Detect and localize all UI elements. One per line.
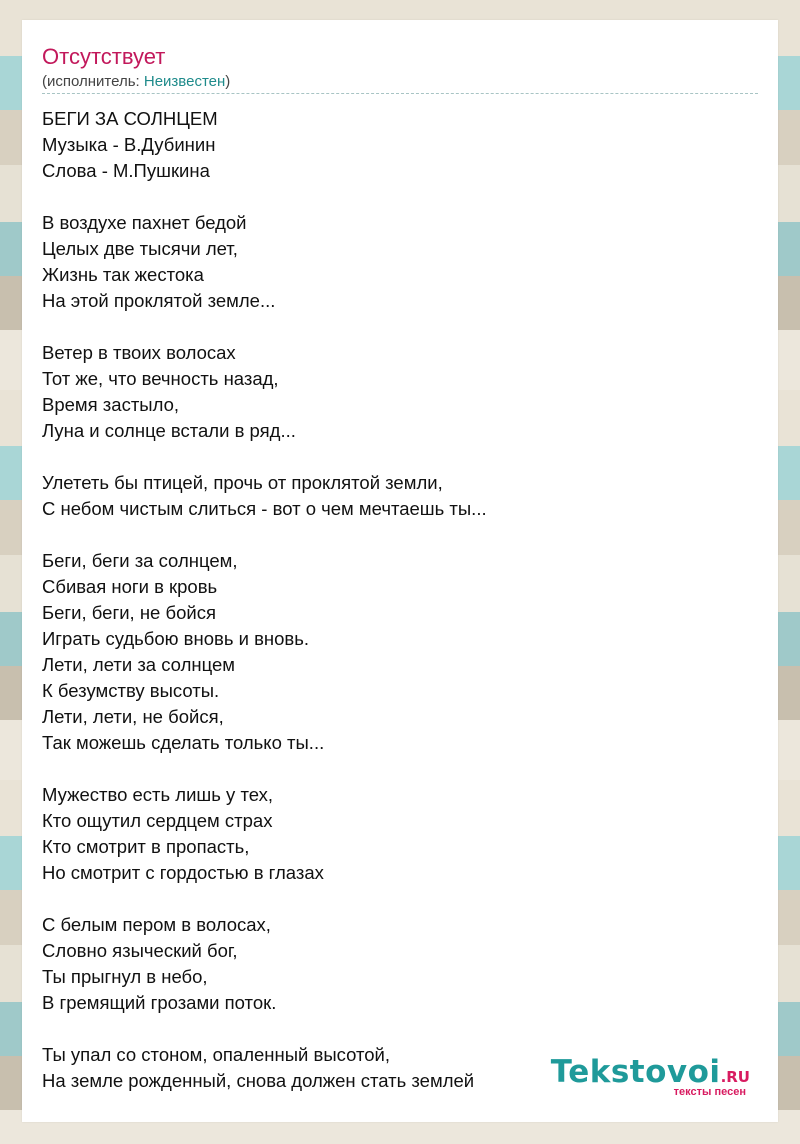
lyric-line: Мужество есть лишь у тех,: [42, 784, 273, 805]
lyric-line: Время застыло,: [42, 394, 180, 415]
lyric-line: Лети, лети, не бойся,: [42, 706, 224, 727]
lyrics-text: [42, 106, 742, 1094]
artist-prefix: (исполнитель:: [42, 73, 144, 90]
lyric-line: Музыка - В.Дубинин: [42, 134, 216, 155]
lyric-line: Словно языческий бог,: [42, 940, 238, 961]
lyric-line: В гремящий грозами поток.: [42, 992, 277, 1013]
lyric-line: Слова - М.Пушкина: [42, 160, 210, 181]
lyric-line: Улететь бы птицей, прочь от проклятой земли,: [42, 472, 443, 493]
logo-domain: .RU: [720, 1068, 750, 1086]
lyric-line: [42, 444, 742, 470]
artist-link[interactable]: Неизвестен: [143, 73, 226, 90]
artist-line: [42, 73, 230, 91]
lyric-line: Жизнь так жестока: [42, 264, 204, 285]
lyric-line: Играть судьбою вновь и вновь.: [42, 628, 310, 649]
lyric-line: С белым пером в волосах,: [42, 914, 271, 935]
lyric-line: Кто ощутил сердцем страх: [42, 810, 273, 831]
lyric-line: БЕГИ ЗА СОЛНЦЕМ: [42, 108, 218, 129]
lyric-line: Тот же, что вечность назад,: [42, 368, 279, 389]
logo-tagline: тексты песен: [673, 1086, 746, 1098]
lyric-line: Беги, беги за солнцем,: [42, 550, 238, 571]
lyric-line: [42, 314, 742, 340]
logo-wordmark: Tekstovoi: [550, 1054, 721, 1090]
lyric-line: Целых две тысячи лет,: [42, 238, 238, 259]
lyric-line: Кто смотрит в пропасть,: [42, 836, 250, 857]
lyric-line: Луна и солнце встали в ряд...: [42, 420, 296, 441]
artist-suffix: ): [225, 73, 231, 90]
lyric-line: [42, 756, 742, 782]
lyric-line: К безумству высоты.: [42, 680, 220, 701]
lyric-line: [42, 184, 742, 210]
lyric-line: [42, 886, 742, 912]
lyric-line: С небом чистым слиться - вот о чем мечтаешь ты...: [42, 498, 487, 519]
song-title: Отсутствует: [42, 44, 166, 69]
lyric-line: В воздухе пахнет бедой: [42, 212, 247, 233]
lyric-line: Ты прыгнул в небо,: [42, 966, 208, 987]
lyric-line: [42, 522, 742, 548]
lyric-line: [42, 1016, 742, 1042]
lyrics-sheet: [22, 20, 778, 1122]
lyric-line: На этой проклятой земле...: [42, 290, 276, 311]
lyric-line: Ты упал со стоном, опаленный высотой,: [42, 1044, 390, 1065]
dashed-divider: [42, 93, 758, 94]
lyric-line: Беги, беги, не бойся: [42, 602, 216, 623]
lyric-line: Лети, лети за солнцем: [42, 654, 235, 675]
lyric-line: Но смотрит с гордостью в глазах: [42, 862, 324, 883]
lyric-line: Сбивая ноги в кровь: [42, 576, 218, 597]
lyric-line: Ветер в твоих волосах: [42, 342, 236, 363]
site-logo[interactable]: [551, 1055, 750, 1098]
lyric-line: Так можешь сделать только ты...: [42, 732, 325, 753]
lyric-line: На земле рожденный, снова должен стать землей: [42, 1070, 475, 1091]
